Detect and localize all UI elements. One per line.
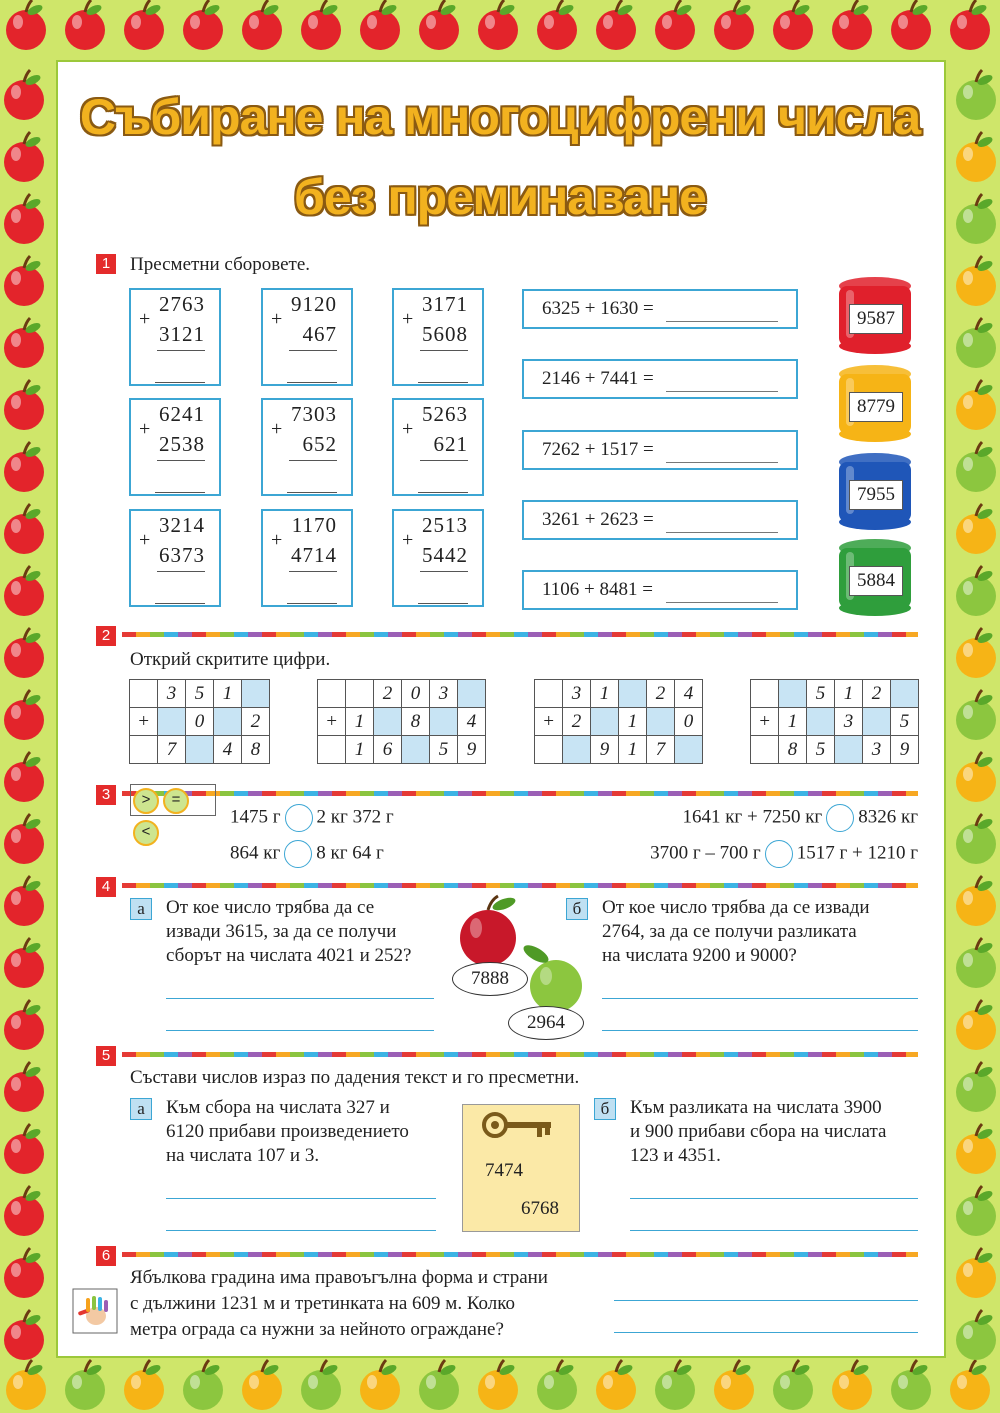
addend-1: 6241: [159, 402, 205, 426]
apple-icon: [956, 380, 996, 430]
apple-icon: [4, 690, 44, 740]
sum-line: [420, 571, 468, 572]
hidden-digit-cell[interactable]: [779, 680, 807, 708]
sum-line: [289, 571, 337, 572]
task6-text: Ябълкова градина има правоъгълна форма и страни с дължини 1231 м и третинката на 609 м. Колко метра ограда са нужни за нейното ограждане?: [130, 1267, 548, 1340]
task-number-2: 2: [96, 626, 116, 646]
answer-line[interactable]: [602, 998, 918, 999]
comparison-answer-circle[interactable]: [826, 804, 854, 832]
sum-line: [157, 460, 205, 461]
digit-cell: 8: [779, 736, 807, 764]
digit-cell: 0: [402, 680, 430, 708]
apple-icon: [4, 504, 44, 554]
addend-1: 2763: [159, 292, 205, 316]
digit-cell: 9: [458, 736, 486, 764]
column-addition-box: [392, 398, 484, 496]
answer-line[interactable]: [418, 603, 468, 604]
digit-cell: [346, 680, 374, 708]
task-number-3: 3: [96, 785, 116, 805]
key-card: [462, 1104, 580, 1232]
answer-line[interactable]: [287, 382, 337, 383]
apple-icon: [478, 1360, 518, 1410]
answer-line[interactable]: [418, 382, 468, 383]
equation-box: [522, 359, 798, 399]
task-number-5: 5: [96, 1046, 116, 1066]
section-divider: [122, 791, 918, 796]
jar-value: 9587: [849, 304, 903, 334]
plus-sign: +: [271, 308, 283, 330]
digit-cell: [751, 736, 779, 764]
apple-icon: [956, 690, 996, 740]
answer-line[interactable]: [666, 532, 778, 533]
answer-line[interactable]: [166, 1230, 436, 1231]
digit-cell: 3: [863, 736, 891, 764]
addend-1: 3171: [422, 292, 468, 316]
apple-value-2: 2964: [508, 1006, 584, 1040]
equation-box: [522, 500, 798, 540]
digit-cell: 5: [807, 680, 835, 708]
apple-icon: [242, 1360, 282, 1410]
plus-sign: +: [139, 418, 151, 440]
apple-icon: [956, 256, 996, 306]
plus-sign: +: [271, 529, 283, 551]
addend-1: 9120: [291, 292, 337, 316]
digit-cell: 1: [619, 708, 647, 736]
hidden-digit-cell[interactable]: [891, 680, 919, 708]
paint-jar: [836, 362, 914, 444]
apple-icon: [4, 814, 44, 864]
apple-value-1: 7888: [452, 962, 528, 996]
digit-cell: 4: [214, 736, 242, 764]
digit-cell: 3: [158, 680, 186, 708]
digit-cell: 1: [779, 708, 807, 736]
apple-icon: [537, 1360, 577, 1410]
digit-cell: 9: [591, 736, 619, 764]
answer-line[interactable]: [287, 603, 337, 604]
paint-jar: [836, 536, 914, 618]
hidden-digits-grid: [129, 679, 270, 764]
apple-icon: [832, 1360, 872, 1410]
apple-icon: [4, 256, 44, 306]
hidden-digit-cell[interactable]: [214, 708, 242, 736]
hidden-digit-cell[interactable]: [458, 680, 486, 708]
green-apple-icon: [521, 942, 582, 1012]
jar-value: 7955: [849, 480, 903, 510]
column-addition-box: [129, 509, 221, 607]
task5a-text: Към сбора на числата 327 и 6120 прибави произведението на числата 107 и 3.: [166, 1097, 409, 1166]
task-number-4: 4: [96, 877, 116, 897]
subtask-letter-a: а: [130, 898, 152, 920]
digit-cell: [318, 680, 346, 708]
task1-instruction: Пресметни сборовете.: [130, 254, 311, 275]
equation-text: 2146 + 7441 =: [542, 368, 654, 389]
apple-icon: [6, 0, 46, 50]
digit-cell: 4: [458, 708, 486, 736]
task-number-6: 6: [96, 1246, 116, 1266]
answer-line[interactable]: [630, 1230, 918, 1231]
answer-line[interactable]: [155, 382, 205, 383]
comparison-symbols: [130, 784, 216, 840]
hidden-digit-cell[interactable]: [591, 708, 619, 736]
apple-icon: [956, 318, 996, 368]
column-addition-box: [392, 288, 484, 386]
hidden-digit-cell[interactable]: [402, 736, 430, 764]
subtask-letter-b: б: [566, 898, 588, 920]
paint-jar: [836, 274, 914, 356]
task5-instruction: Състави числов израз по дадения текст и го пресметни.: [130, 1067, 580, 1088]
digit-cell: 2: [863, 680, 891, 708]
digit-cell: 3: [835, 708, 863, 736]
addend-1: 2513: [422, 513, 468, 537]
apple-icon: [956, 1186, 996, 1236]
plus-sign: +: [402, 308, 414, 330]
apple-icon: [891, 0, 931, 50]
hidden-digit-cell[interactable]: [242, 680, 270, 708]
section-divider: [122, 883, 918, 888]
column-addition-box: [261, 288, 353, 386]
sum-line: [289, 460, 337, 461]
apple-icon: [4, 1062, 44, 1112]
column-addition-box: [261, 398, 353, 496]
digit-cell: 5: [430, 736, 458, 764]
addend-2: 4714: [291, 543, 337, 567]
apple-icon: [4, 1186, 44, 1236]
answer-line[interactable]: [666, 391, 778, 392]
answer-line[interactable]: [166, 1198, 436, 1199]
apple-icon: [65, 0, 105, 50]
digit-cell: 8: [402, 708, 430, 736]
equal-symbol: =: [163, 788, 189, 814]
addend-2: 2538: [159, 432, 205, 456]
apple-icon: [4, 752, 44, 802]
jar-value: 8779: [849, 392, 903, 422]
apple-icon: [478, 0, 518, 50]
apple-icon: [360, 0, 400, 50]
digit-cell: [751, 680, 779, 708]
hidden-digit-cell[interactable]: [430, 708, 458, 736]
answer-line[interactable]: [287, 492, 337, 493]
digit-cell: 0: [675, 708, 703, 736]
answer-line[interactable]: [602, 1030, 918, 1031]
apple-icon: [956, 504, 996, 554]
apple-icon: [4, 1000, 44, 1050]
digit-cell: [318, 736, 346, 764]
apple-icon: [419, 1360, 459, 1410]
addend-1: 7303: [291, 402, 337, 426]
greater-symbol: >: [133, 788, 159, 814]
digit-cell: 7: [158, 736, 186, 764]
apple-icon: [183, 1360, 223, 1410]
answer-line[interactable]: [155, 492, 205, 493]
hidden-digit-cell[interactable]: [863, 708, 891, 736]
addend-1: 5263: [422, 402, 468, 426]
digit-cell: 3: [563, 680, 591, 708]
apple-icon: [956, 752, 996, 802]
sum-line: [420, 350, 468, 351]
hidden-digits-grid: [534, 679, 703, 764]
key-icon: [481, 1109, 557, 1143]
digit-cell: 1: [835, 680, 863, 708]
apple-icon: [956, 628, 996, 678]
equation-text: 3261 + 2623 =: [542, 509, 654, 530]
plus-sign: +: [402, 529, 414, 551]
task-number-1: 1: [96, 254, 116, 274]
digit-cell: 1: [214, 680, 242, 708]
apple-icon: [301, 1360, 341, 1410]
task2-instruction: Открий скритите цифри.: [130, 649, 331, 670]
addend-2: 6373: [159, 543, 205, 567]
apple-icon: [714, 1360, 754, 1410]
plus-sign: +: [139, 529, 151, 551]
apple-icon: [950, 1360, 990, 1410]
digit-cell: 5: [186, 680, 214, 708]
hidden-digit-cell[interactable]: [647, 708, 675, 736]
digit-cell: 7: [647, 736, 675, 764]
hidden-digits-grid: [317, 679, 486, 764]
comparison-4: 3700 г – 700 г 1517 г + 1210 г: [650, 840, 918, 868]
digit-cell: 1: [346, 708, 374, 736]
equation-text: 7262 + 1517 =: [542, 439, 654, 460]
answer-line[interactable]: [614, 1300, 918, 1301]
answer-line[interactable]: [666, 462, 778, 463]
apple-icon: [891, 1360, 931, 1410]
answer-line[interactable]: [166, 1030, 434, 1031]
addend-1: 3214: [159, 513, 205, 537]
digit-cell: 2: [242, 708, 270, 736]
apple-icon: [537, 0, 577, 50]
apple-icon: [4, 1310, 44, 1360]
hidden-digit-cell[interactable]: [619, 680, 647, 708]
hidden-digits-grid: [750, 679, 919, 764]
answer-line[interactable]: [418, 492, 468, 493]
addend-2: 5608: [422, 322, 468, 346]
apple-icon: [4, 628, 44, 678]
title-line-1: Събиране на многоцифрени числа: [79, 89, 921, 145]
apple-icon: [419, 0, 459, 50]
apple-icon: [183, 0, 223, 50]
section-divider: [122, 1252, 918, 1257]
hidden-digit-cell[interactable]: [807, 708, 835, 736]
hidden-digit-cell[interactable]: [374, 708, 402, 736]
plus-sign: +: [139, 308, 151, 330]
hidden-digit-cell[interactable]: [186, 736, 214, 764]
addend-2: 652: [302, 432, 337, 456]
digit-cell: 6: [374, 736, 402, 764]
plus-sign: +: [271, 418, 283, 440]
apple-icon: [773, 0, 813, 50]
apple-icon: [714, 0, 754, 50]
digit-cell: 2: [374, 680, 402, 708]
apple-icon: [950, 0, 990, 50]
column-addition-box: [129, 398, 221, 496]
task5b-text: Към разликата на числата 3900 и 900 прибави сбора на числата 123 и 4351.: [630, 1097, 887, 1166]
digit-cell: [535, 680, 563, 708]
digit-cell: [130, 680, 158, 708]
digit-cell: 8: [242, 736, 270, 764]
apple-icon: [956, 814, 996, 864]
comparison-answer-circle[interactable]: [284, 840, 312, 868]
digit-cell: 4: [675, 680, 703, 708]
apple-icon: [124, 0, 164, 50]
apple-icon: [773, 1360, 813, 1410]
addend-2: 467: [302, 322, 337, 346]
equation-text: 1106 + 8481 =: [542, 579, 653, 600]
comparison-2: 864 кг 8 кг 64 г: [230, 840, 384, 868]
hidden-digit-cell[interactable]: [158, 708, 186, 736]
plus-sign: +: [402, 418, 414, 440]
equation-box: [522, 430, 798, 470]
addend-2: 5442: [422, 543, 468, 567]
digit-cell: 3: [430, 680, 458, 708]
apple-icon: [956, 1124, 996, 1174]
jar-value: 5884: [849, 566, 903, 596]
digit-cell: [130, 736, 158, 764]
apple-icon: [596, 0, 636, 50]
digit-cell: 0: [186, 708, 214, 736]
plus-sign: +: [130, 708, 158, 736]
key-value-2: 6768: [521, 1198, 559, 1219]
answer-line[interactable]: [155, 603, 205, 604]
plus-sign: +: [535, 708, 563, 736]
hidden-digit-cell[interactable]: [563, 736, 591, 764]
apple-icon: [4, 938, 44, 988]
comparison-answer-circle[interactable]: [765, 840, 793, 868]
apple-icon: [4, 318, 44, 368]
digit-cell: 9: [891, 736, 919, 764]
red-apple-icon: [460, 895, 517, 966]
apple-icon: [4, 1124, 44, 1174]
apple-icon: [956, 442, 996, 492]
apple-icon: [956, 1000, 996, 1050]
answer-line[interactable]: [666, 321, 778, 322]
apple-icon: [301, 0, 341, 50]
digit-cell: 1: [346, 736, 374, 764]
task4a-text: От кое число трябва да се извади 3615, за да се получи сборът на числата 4021 и 252?: [166, 897, 412, 966]
digit-cell: 1: [619, 736, 647, 764]
apple-icon: [65, 1360, 105, 1410]
plus-sign: +: [318, 708, 346, 736]
apple-icon: [956, 1248, 996, 1298]
sum-line: [420, 460, 468, 461]
section-divider: [122, 632, 918, 637]
apple-icon: [124, 1360, 164, 1410]
apple-icon: [956, 1062, 996, 1112]
hidden-digit-cell[interactable]: [675, 736, 703, 764]
answer-line[interactable]: [166, 998, 434, 999]
apple-icon: [832, 0, 872, 50]
apple-icon: [655, 0, 695, 50]
comparison-answer-circle[interactable]: [285, 804, 313, 832]
apple-icon: [4, 876, 44, 926]
sum-line: [157, 350, 205, 351]
apple-icon: [4, 1248, 44, 1298]
answer-line[interactable]: [666, 602, 778, 603]
column-addition-box: [261, 509, 353, 607]
apple-icon: [655, 1360, 695, 1410]
hidden-digit-cell[interactable]: [835, 736, 863, 764]
addend-2: 621: [433, 432, 468, 456]
equation-text: 6325 + 1630 =: [542, 298, 654, 319]
digit-cell: 2: [563, 708, 591, 736]
section-divider: [122, 1052, 918, 1057]
column-addition-box: [129, 288, 221, 386]
apple-icon: [4, 380, 44, 430]
sum-line: [157, 571, 205, 572]
apple-icon: [6, 1360, 46, 1410]
digit-cell: 5: [807, 736, 835, 764]
title-line-2: без преминаване: [294, 169, 706, 225]
hand-icon: [72, 1288, 118, 1334]
answer-line[interactable]: [614, 1332, 918, 1333]
key-value-1: 7474: [485, 1160, 523, 1181]
less-symbol: <: [133, 820, 159, 846]
apple-icon: [360, 1360, 400, 1410]
subtask-letter-b: б: [594, 1098, 616, 1120]
equation-box: [522, 570, 798, 610]
digit-cell: [535, 736, 563, 764]
digit-cell: 5: [891, 708, 919, 736]
addend-2: 3121: [159, 322, 205, 346]
comparison-1: 1475 г 2 кг 372 г: [230, 804, 394, 832]
apple-icon: [4, 566, 44, 616]
apple-icon: [956, 876, 996, 926]
apple-icon: [956, 1310, 996, 1360]
column-addition-box: [392, 509, 484, 607]
apple-icon: [596, 1360, 636, 1410]
task4b-text: От кое число трябва да се извади 2764, за да се получи разликата на числата 9200 и 9000?: [602, 897, 870, 966]
apple-icon: [956, 938, 996, 988]
apple-icon: [4, 442, 44, 492]
plus-sign: +: [751, 708, 779, 736]
addend-1: 1170: [291, 513, 337, 537]
paint-jar: [836, 450, 914, 532]
sum-line: [289, 350, 337, 351]
digit-cell: 2: [647, 680, 675, 708]
apple-icon: [956, 566, 996, 616]
apple-icon: [242, 0, 282, 50]
comparison-3: 1641 кг + 7250 кг 8326 кг: [682, 804, 918, 832]
answer-line[interactable]: [630, 1198, 918, 1199]
subtask-letter-a: а: [130, 1098, 152, 1120]
equation-box: [522, 289, 798, 329]
digit-cell: 1: [591, 680, 619, 708]
